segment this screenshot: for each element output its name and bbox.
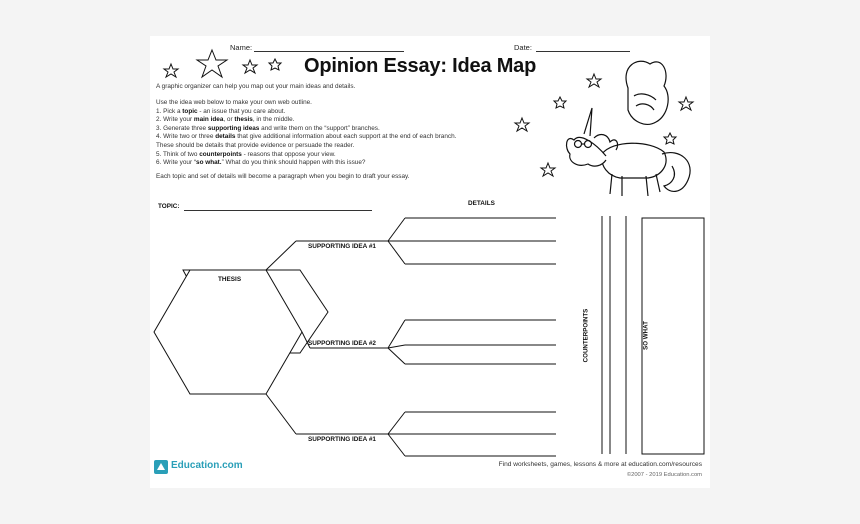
star-icon — [243, 60, 257, 73]
instruction-text: 1. Pick a — [156, 107, 183, 115]
instruction-text: 2. Write your — [156, 116, 194, 124]
footer-copyright: ©2007 - 2019 Education.com — [626, 472, 702, 478]
supporting-idea-3-label: SUPPORTING IDEA #1 — [308, 436, 376, 443]
instruction-step — [156, 151, 516, 160]
instruction-steps — [156, 108, 516, 168]
instruction-text: 3. Generate three — [156, 124, 208, 132]
instruction-text: , in the middle. — [252, 116, 295, 124]
thesis-label: THESIS — [218, 276, 242, 283]
topic-field[interactable] — [184, 210, 372, 211]
supporting-idea-1-label: SUPPORTING IDEA #1 — [308, 243, 376, 250]
intro-text: A graphic organizer can help you map out your main ideas and details. — [156, 83, 356, 90]
instructions-closing: Each topic and set of details will become a paragraph when you begin to draft your essay. — [156, 172, 410, 180]
name-field[interactable] — [254, 51, 404, 52]
instruction-step — [156, 116, 516, 125]
instruction-text: 4. Write two or three — [156, 133, 216, 141]
instruction-text: 6. Write your “ — [156, 159, 197, 167]
instruction-keyword: supporting ideas — [207, 124, 260, 132]
instruction-keyword: counterpoints — [199, 150, 242, 158]
instruction-step — [156, 142, 516, 151]
worksheet — [150, 36, 710, 488]
instruction-keyword: main idea — [193, 116, 224, 124]
instruction-text: and write them on the “support” branches. — [259, 124, 380, 132]
unicorn-illustration — [567, 61, 691, 196]
instruction-step — [156, 159, 516, 168]
instruction-keyword: details — [215, 133, 236, 141]
counterpoints-label: COUNTERPOINTS — [582, 308, 590, 363]
star-icon — [554, 97, 566, 108]
name-label: Name: — [230, 43, 253, 52]
logo-text: Education.com — [171, 459, 243, 471]
instruction-step — [156, 133, 516, 142]
so-what-label: SO WHAT — [642, 321, 650, 350]
star-icon — [587, 74, 601, 87]
footer-tagline: Find worksheets, games, lessons & more at education.com/resources — [498, 461, 702, 468]
instruction-keyword: thesis — [234, 116, 253, 124]
instruction-text: These should be details that provide evidence or persuade the reader. — [156, 141, 355, 149]
supporting-idea-2-label: SUPPORTING IDEA #2 — [308, 340, 376, 347]
instruction-text: - an issue that you care about. — [197, 107, 286, 115]
instruction-step — [156, 108, 516, 117]
education-logo[interactable] — [152, 458, 243, 472]
topic-label: TOPIC: — [158, 203, 180, 210]
details-label: DETAILS — [468, 200, 495, 207]
instruction-text: that give additional information about each support at the end of each branch. — [235, 133, 457, 141]
instruction-text: , or — [223, 116, 235, 124]
instructions — [156, 99, 516, 181]
page-title: Opinion Essay: Idea Map — [304, 55, 537, 77]
instruction-text: 5. Think of two — [156, 150, 200, 158]
star-icon — [679, 97, 693, 110]
star-icon — [515, 118, 529, 131]
instruction-step — [156, 125, 516, 134]
instruction-text: - reasons that oppose your view. — [241, 150, 336, 158]
date-label: Date: — [514, 43, 532, 52]
star-icon — [269, 59, 281, 70]
date-field[interactable] — [536, 51, 630, 52]
star-icon — [164, 64, 178, 77]
star-icon — [541, 163, 555, 176]
instruction-keyword: so what. — [196, 159, 222, 167]
instruction-text: ” What do you think should happen with this issue? — [221, 159, 366, 167]
star-icon — [197, 50, 227, 77]
instructions-lead: Use the idea web below to make your own web outline. — [156, 99, 312, 106]
star-icon — [664, 133, 676, 144]
instruction-keyword: topic — [182, 107, 198, 115]
